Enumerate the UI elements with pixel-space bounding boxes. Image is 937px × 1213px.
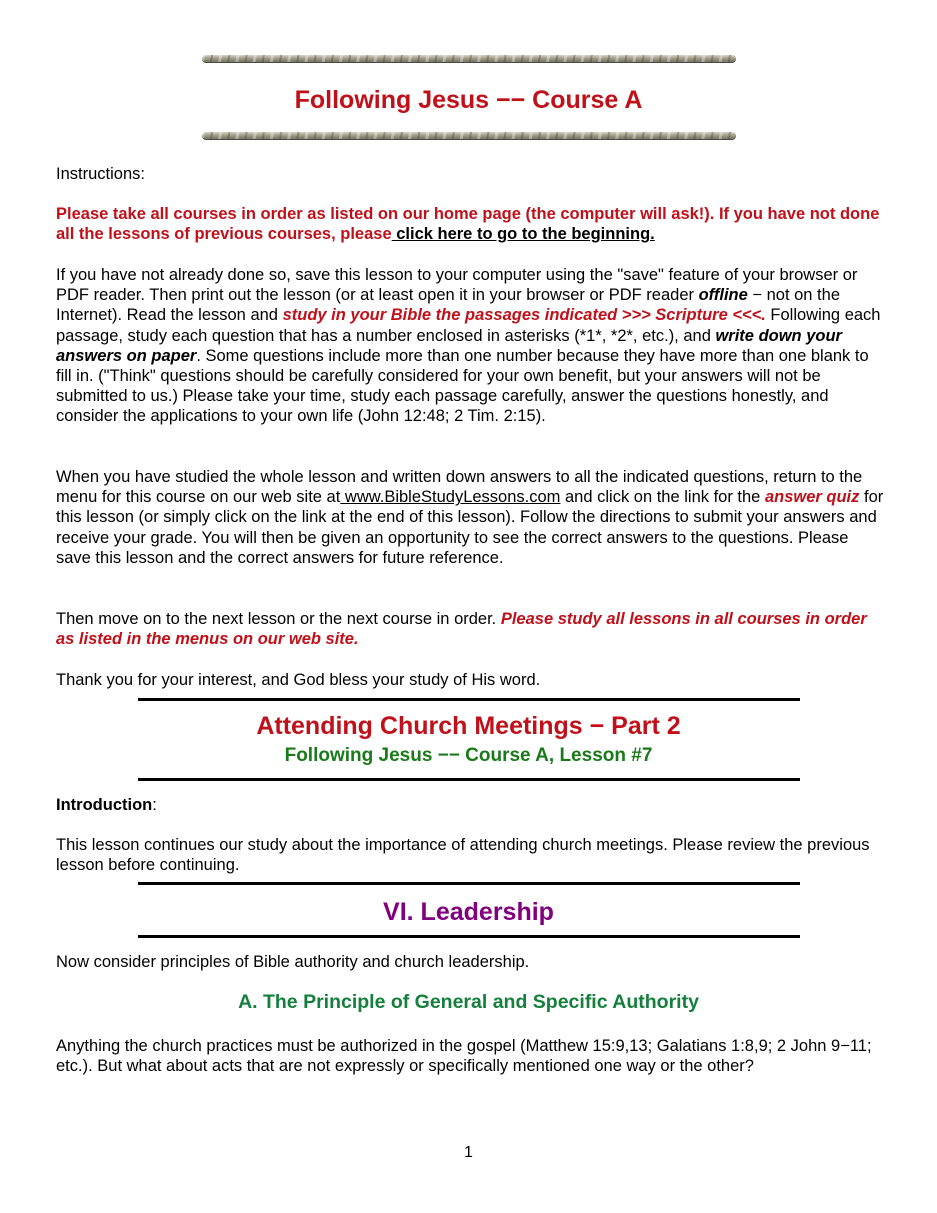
instructions-paragraph-3: [56, 609, 886, 649]
horizontal-rule: [138, 778, 800, 781]
section-intro: Now consider principles of Bible authority and church leadership.: [56, 953, 530, 971]
horizontal-rule: [138, 935, 800, 938]
p1-text-2: − not on the Internet). Read the lesson and: [56, 286, 840, 325]
lesson-title: Attending Church Meetings − Part 2: [256, 712, 681, 740]
introduction-text: This lesson continues our study about the importance of attending church meetings. Please review the previous lesson before continuing.: [56, 836, 870, 875]
write-emphasis: write down your answers on paper: [56, 326, 842, 365]
p1-text-4: . Some questions include more than one number because they have more than one blank to fill in. ("Think" questions should be carefully considered for your own benefit, but your answers will not be submitted to us.) Please take your time, study each passage carefully, answer the questions honestly, and consider the applications to your own life (John 12:48; 2 Tim. 2:15).: [56, 346, 869, 426]
offline-emphasis: offline: [698, 286, 748, 305]
instructions-label: Instructions:: [56, 165, 145, 183]
introduction-colon: :: [152, 796, 157, 814]
section-heading: VI. Leadership: [383, 898, 554, 926]
warning-text: Please take all courses in order as listed on our home page (the computer will ask!). If you have not done all the lessons of previous courses, please: [56, 205, 880, 244]
course-title: Following Jesus −− Course A: [294, 86, 643, 114]
p2-text-3: for this lesson (or simply click on the link at the end of this lesson). Follow the directions to submit your answers and receive your grade. You will then be given an opportunity to see the correct answers to the questions. Please save this lesson and the correct answers for future reference.: [56, 488, 884, 567]
subsection-heading: A. The Principle of General and Specific Authority: [238, 991, 699, 1013]
beginning-link[interactable]: click here to go to the beginning.: [391, 225, 655, 244]
page-number: 1: [464, 1144, 473, 1161]
introduction-heading: [56, 795, 886, 815]
answer-quiz-emphasis: answer quiz: [764, 488, 860, 507]
p1-text-3: Following each passage, study each question that has a number enclosed in asterisks (*1*, *2*, etc.), and: [56, 306, 881, 345]
lesson-subtitle: Following Jesus −− Course A, Lesson #7: [284, 745, 653, 766]
instructions-paragraph-2: [56, 467, 886, 568]
instructions-paragraph-4: Thank you for your interest, and God bless your study of His word.: [56, 671, 541, 689]
decorative-divider-bottom: [202, 132, 736, 140]
p1-text-1: If you have not already done so, save this lesson to your computer using the "save" feature of your browser or PDF reader. Then print out the lesson (or at least open it in your browser or PDF reader: [56, 266, 858, 305]
p2-text-1: When you have studied the whole lesson and written down answers to all the indicated questions, return to the menu for this course on our web site at: [56, 468, 863, 507]
horizontal-rule: [138, 698, 800, 701]
instructions-paragraph-1: [56, 265, 886, 427]
horizontal-rule: [138, 882, 800, 885]
decorative-divider-top: [202, 55, 736, 63]
introduction-label: Introduction: [56, 796, 153, 814]
p3-text-1: Then move on to the next lesson or the next course in order.: [56, 610, 501, 628]
subsection-text: Anything the church practices must be authorized in the gospel (Matthew 15:9,13; Galatians 1:8,9; 2 John 9−11; etc.). But what about acts that are not expressly or specifically mentioned one way or the other?: [56, 1037, 872, 1076]
study-order-emphasis: Please study all lessons in all courses in order as listed in the menus on our web site.: [56, 610, 867, 649]
study-emphasis: study in your Bible the passages indicated >>> Scripture <<<.: [282, 306, 766, 325]
p2-text-2: and click on the link for the: [560, 488, 765, 507]
instructions-warning: [56, 204, 886, 244]
website-link[interactable]: www.BibleStudyLessons.com: [340, 488, 561, 507]
